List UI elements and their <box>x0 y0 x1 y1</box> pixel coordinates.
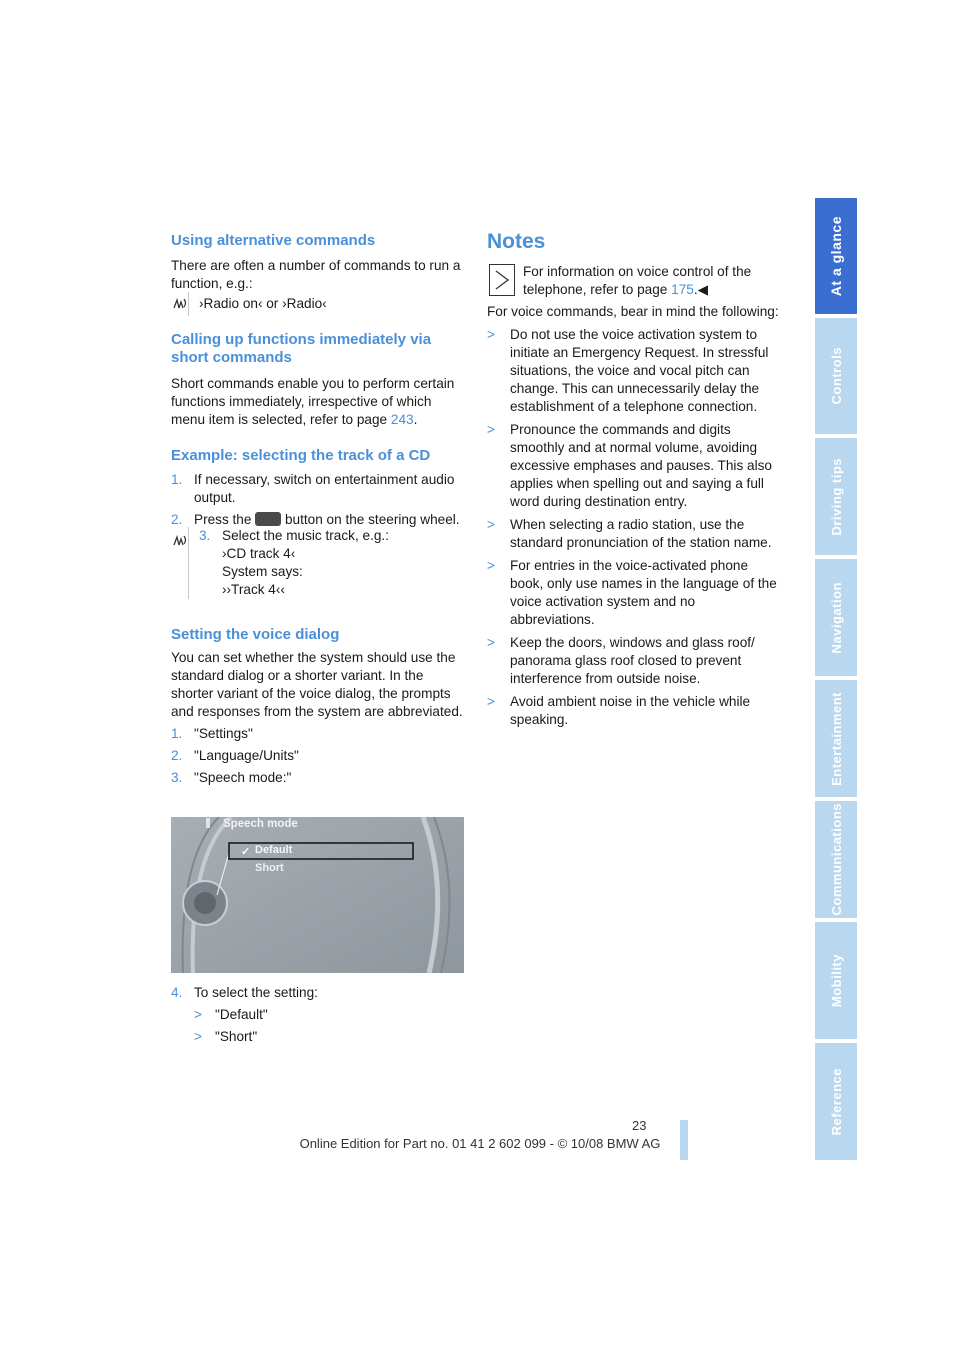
select-step-4: 4. To select the setting: <box>171 985 318 1000</box>
tab-driving-tips[interactable]: Driving tips <box>815 438 857 555</box>
tab-reference[interactable]: Reference <box>815 1043 857 1160</box>
tab-at-a-glance[interactable]: At a glance <box>815 198 857 314</box>
note-arrow-icon <box>489 264 515 296</box>
alt-example: ›Radio on‹ or ›Radio‹ <box>199 296 327 311</box>
notes-intro: For voice commands, bear in mind the following: <box>487 304 779 319</box>
dialog-step-3: 3. "Speech mode:" <box>171 770 292 785</box>
screen-title: Speech mode <box>223 818 298 830</box>
notes-heading: Notes <box>487 230 546 253</box>
tab-communications[interactable]: Communications <box>815 801 857 918</box>
idrive-screen-graphic <box>171 817 464 973</box>
note-bullet: > Do not use the voice activation system to initiate an Emergency Request. In stressful situations, the voice and vocal pitch can change. This can unnecessarily delay the establishment of a telephone connection. <box>487 327 769 414</box>
note-bullet: > Pronounce the commands and digits smoothly and at normal volume, avoiding excessive emphases and pauses. This also applies when spelling out and saying a full word during destination entry. <box>487 422 772 509</box>
step-4-section <box>171 984 466 1046</box>
tab-navigation[interactable]: Navigation <box>815 559 857 676</box>
option-bullet-short: > "Short" <box>194 1029 258 1044</box>
voice-dialog-section <box>171 626 466 787</box>
cd-step-2: 2. Press the button on the steering wheel. <box>171 512 460 527</box>
short-commands-heading: Calling up functions immediately via short commands <box>171 331 432 366</box>
cd-step-1: 1. If necessary, switch on entertainment audio output. <box>171 472 455 505</box>
tab-mobility[interactable]: Mobility <box>815 922 857 1039</box>
cd-track-heading: Example: selecting the track of a CD <box>171 447 431 464</box>
voice-bar <box>188 527 189 599</box>
cd-step-3: 3. Select the music track, e.g.: ›CD track 4‹ System says: ››Track 4‹‹ <box>199 528 389 597</box>
steering-voice-button-icon <box>255 512 281 526</box>
dialog-step-1: 1. "Settings" <box>171 726 253 741</box>
speech-mode-screenshot <box>171 817 464 973</box>
alt-commands-text: There are often a number of commands to run a function, e.g.: <box>171 258 461 291</box>
voice-dialog-text: You can set whether the system should use the standard dialog or a shorter variant. In the shorter variant of the voice dialog, the prompts and responses from the system are abbreviated. <box>171 650 463 719</box>
voice-dialog-heading: Setting the voice dialog <box>171 626 340 643</box>
voice-bar <box>188 292 189 316</box>
option-bullet-default: > "Default" <box>194 1007 268 1022</box>
edition-footer: Online Edition for Part no. 01 41 2 602 099 - © 10/08 BMW AG <box>299 1136 661 1151</box>
dialog-step-2: 2. "Language/Units" <box>171 748 299 763</box>
chapter-tabs <box>815 198 857 1160</box>
short-commands-text: Short commands enable you to perform certain functions immediately, irrespective of which menu item is selected, refer to page 243. <box>171 376 455 427</box>
voice-command-icon <box>172 533 188 549</box>
screen-icon <box>206 818 210 828</box>
checkmark-icon: ✓ <box>241 846 251 858</box>
voice-command-icon <box>172 296 188 312</box>
note-bullet: > When selecting a radio station, use the standard pronunciation of the station name. <box>487 517 772 550</box>
page-number: 23 <box>632 1118 647 1133</box>
short-commands-section <box>171 331 466 529</box>
note-bullet: > For entries in the voice-activated phone book, only use names in the language of the voice activation system and no abbreviations. <box>487 558 777 627</box>
note-text: For information on voice control of the telephone, refer to page 175.◀ <box>523 264 752 297</box>
note-bullet: > Avoid ambient noise in the vehicle while speaking. <box>487 694 751 727</box>
option-default[interactable]: Default <box>255 844 293 856</box>
page-link-243[interactable]: 243 <box>390 412 414 427</box>
left-column <box>171 232 466 293</box>
page-link-175[interactable]: 175 <box>671 282 694 297</box>
option-short[interactable]: Short <box>255 862 284 874</box>
notes-section <box>487 303 779 729</box>
tab-entertainment[interactable]: Entertainment <box>815 680 857 797</box>
note-bullet: > Keep the doors, windows and glass roof/ panorama glass roof closed to prevent interference from outside noise. <box>487 635 755 686</box>
alt-commands-heading: Using alternative commands <box>171 232 376 249</box>
tab-controls[interactable]: Controls <box>815 318 857 434</box>
